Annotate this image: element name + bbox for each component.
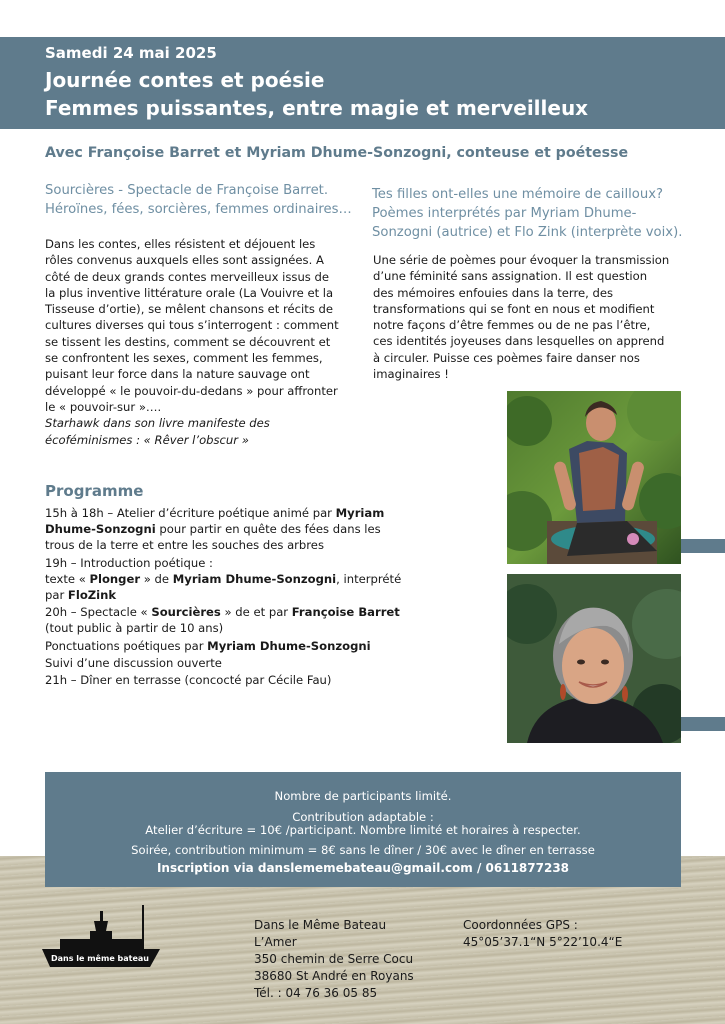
text-line: Tisseuse d’ortie), se mêlent chansons et récits de — [45, 302, 334, 317]
quote-line: écoféminismes : « Rêver l’obscur » — [45, 432, 249, 447]
text-line: imaginaires ! — [373, 367, 449, 382]
text-line: la plus inventive littérature orale (La Vouivre et la — [45, 285, 334, 300]
text-line: transformations qui se font en nous et modifient — [373, 301, 655, 316]
text: » de — [140, 571, 173, 586]
text-line: Dans les contes, elles résistent et déjouent les — [45, 237, 316, 251]
text: 21h – Dîner en terrasse (concocté par Cécile Fau) — [45, 673, 332, 688]
address-line: L’Amer — [254, 935, 297, 949]
text: 15h à 18h – Atelier d’écriture poétique animé par — [45, 506, 336, 520]
event-subtitle: Femmes puissantes, entre magie et merveilleux — [45, 96, 589, 120]
left-lead-line: Héroïnes, fées, sorcières, femmes ordinaires… — [45, 202, 352, 217]
info-line: Soirée, contribution minimum = 8€ sans le dîner / 30€ avec le dîner en terrasse — [131, 843, 595, 857]
text-line: côté de deux grands contes merveilleux issus de — [45, 269, 330, 284]
text: texte « — [45, 571, 90, 586]
work-title: Plonger — [89, 571, 141, 586]
text-line: se tissent les destins, comment se découvrent et — [45, 334, 331, 349]
right-lead-line: Poèmes interprétés par Myriam Dhume- — [372, 206, 637, 221]
programme-item — [45, 505, 405, 554]
text: 19h – Introduction poétique : — [45, 555, 213, 570]
gps-value: 45°05’37.1“N 5°22’10.4“E — [463, 935, 623, 949]
right-lead-line: Tes filles ont-elles une mémoire de cailloux? — [372, 187, 663, 202]
logo-text: Dans le même bateau — [50, 954, 150, 963]
speaker-name: FloZink — [67, 588, 117, 603]
gps-label: Coordonnées GPS : — [463, 918, 578, 932]
left-body — [45, 236, 365, 448]
quote-line: Starhawk dans son livre manifeste des — [45, 416, 270, 431]
programme-item — [45, 555, 405, 604]
text-line: se confrontent les sexes, comment les femmes, — [45, 351, 323, 366]
right-lead — [372, 185, 682, 242]
programme-item — [45, 604, 405, 636]
accent-bar — [681, 717, 725, 731]
text: » de et par — [220, 605, 292, 620]
info-line: Contribution adaptable : — [292, 810, 434, 824]
text-line: cultures diverses qui tous s’interrogent : comment — [45, 318, 339, 333]
address-line: 38680 St André en Royans — [254, 969, 414, 983]
info-line: Atelier d’écriture = 10€ /participant. Nombre limité et horaires à respecter. — [145, 823, 581, 837]
text-line: ces identités joyeuses dans lesquelles on apprend — [373, 334, 665, 349]
speaker-name: Myriam Dhume-Sonzogni — [207, 638, 371, 653]
speaker-name: Myriam Dhume-Sonzogni — [45, 506, 385, 537]
phone-line: Tél. : 04 76 36 05 85 — [254, 986, 378, 1000]
address-block — [254, 917, 414, 1002]
photo-francoise-barret — [507, 391, 681, 564]
text: 20h – Spectacle « — [45, 605, 152, 620]
speaker-name: Myriam Dhume-Sonzogni — [172, 571, 337, 586]
speaker-name: Françoise Barret — [291, 605, 400, 620]
left-lead — [45, 181, 352, 219]
programme-item — [45, 672, 405, 688]
info-box — [45, 772, 681, 887]
address-line: Dans le Même Bateau — [254, 918, 387, 932]
text-line: puisant leur force dans la nature sauvage ont — [45, 367, 310, 382]
text-line: Une série de poèmes pour évoquer la transmission — [373, 253, 670, 267]
text: (tout public à partir de 10 ans) — [45, 621, 224, 636]
gps-block — [463, 917, 622, 951]
right-body — [373, 252, 693, 382]
programme-item — [45, 655, 405, 671]
text-line: à circuler. Puisse ces poèmes faire danser nos — [373, 350, 640, 365]
right-lead-line: Sonzogni (autrice) et Flo Zink (interprète voix). — [372, 225, 683, 240]
programme-list — [45, 505, 405, 689]
event-date: Samedi 24 mai 2025 — [45, 44, 217, 62]
work-title: Sourcières — [151, 605, 221, 620]
programme-item — [45, 638, 405, 654]
text-line: développé « le pouvoir-du-dedans » pour affronter — [45, 383, 338, 398]
text-line: des mémoires enfouies dans la terre, des — [373, 285, 614, 300]
text-line: le « pouvoir-sur »…. — [45, 399, 162, 414]
performers-line: Avec Françoise Barret et Myriam Dhume-Sonzogni, conteuse et poétesse — [45, 145, 629, 161]
photo-myriam-dhume-sonzogni — [507, 574, 681, 743]
boat-logo — [40, 905, 164, 975]
accent-bar — [681, 539, 725, 553]
event-title: Journée contes et poésie — [45, 68, 325, 92]
text-line: rôles convenus auxquels elles sont assignées. A — [45, 253, 324, 268]
address-line: 350 chemin de Serre Cocu — [254, 952, 414, 966]
registration-contact[interactable]: Inscription via danslememebateau@gmail.com / 0611877238 — [156, 861, 570, 875]
left-lead-line: Sourcières - Spectacle de Françoise Barret. — [45, 183, 329, 198]
header-banner — [0, 37, 725, 129]
text-line: notre façons d’être femmes ou de ne pas l’être, — [373, 318, 651, 333]
text: Suivi d’une discussion ouverte — [45, 655, 222, 670]
text: pour partir en quête des fées dans les trous de la terre et entre les souches des arbres — [45, 522, 381, 553]
info-line: Nombre de participants limité. — [274, 789, 452, 803]
text: Ponctuations poétiques par — [45, 638, 208, 653]
text-line: d’une féminité sans assignation. Il est question — [373, 269, 648, 284]
text: , interprété par — [45, 571, 402, 603]
programme-title: Programme — [45, 482, 144, 500]
